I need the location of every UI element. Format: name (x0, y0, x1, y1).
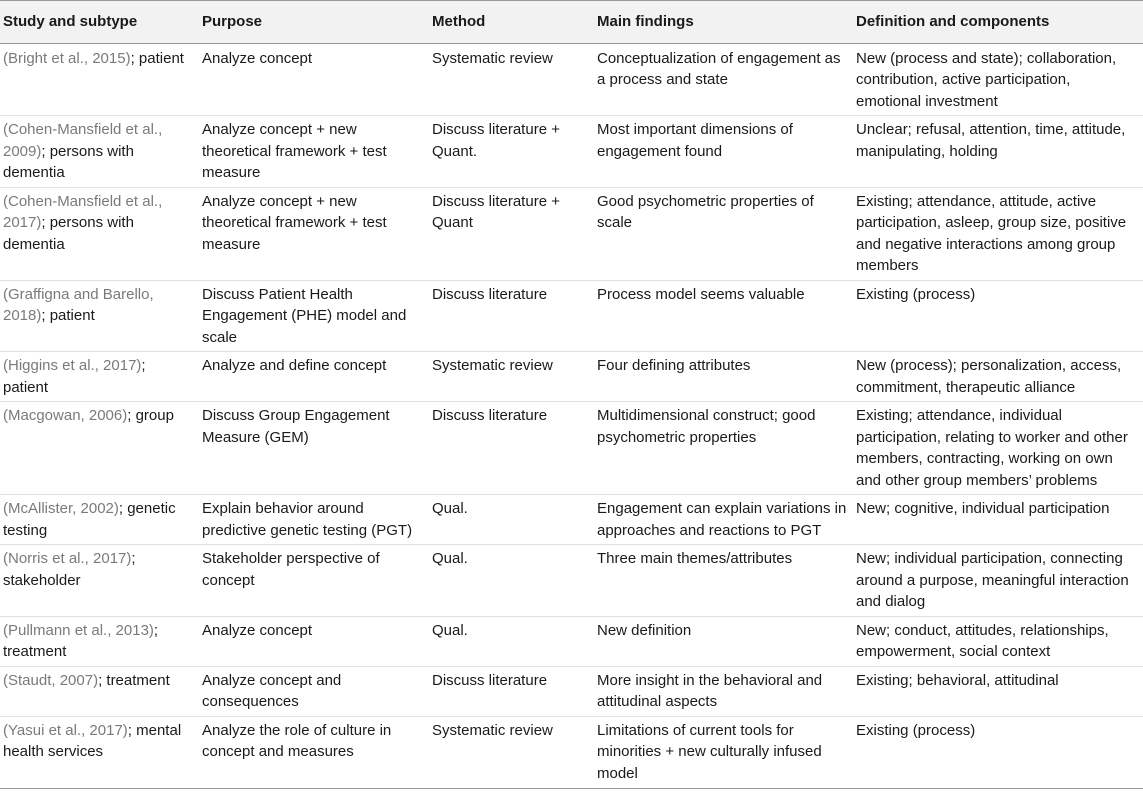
definition-cell: Existing (process) (852, 280, 1143, 352)
definition-cell: Existing; attendance, attitude, active participation, asleep, group size, positive and negative interactions among group members (852, 187, 1143, 280)
study-subtype: ; mental health services (3, 721, 182, 760)
study-subtype: ; persons with dementia (3, 142, 134, 181)
study-subtype: ; patient (41, 307, 95, 324)
table-row (0, 43, 1143, 116)
study-cell (0, 545, 198, 617)
method-cell: Qual. (428, 616, 593, 666)
definition-cell: Existing (process) (852, 716, 1143, 789)
header-main-findings: Main findings (593, 1, 852, 44)
table-row (0, 352, 1143, 402)
definition-cell: New (process and state); collaboration, contribution, active participation, emotional investment (852, 43, 1143, 116)
study-subtype: ; stakeholder (3, 550, 136, 589)
table-row (0, 716, 1143, 789)
table-row (0, 545, 1143, 617)
citation-link[interactable]: (Graffigna and Barello, 2018) (3, 285, 154, 324)
method-cell: Discuss literature + Quant (428, 187, 593, 280)
definition-cell: New; cognitive, individual participation (852, 495, 1143, 545)
table-row (0, 402, 1143, 495)
purpose-cell: Analyze concept + new theoretical framework + test measure (198, 116, 428, 188)
citation-link[interactable]: (Cohen-Mansfield et al., 2009) (3, 121, 163, 160)
table-row (0, 187, 1143, 280)
findings-cell: More insight in the behavioral and attitudinal aspects (593, 666, 852, 716)
study-cell (0, 352, 198, 402)
table-row (0, 280, 1143, 352)
method-cell: Discuss literature (428, 666, 593, 716)
purpose-cell: Analyze concept and consequences (198, 666, 428, 716)
purpose-cell: Analyze concept (198, 616, 428, 666)
table-body (0, 43, 1143, 789)
table-row (0, 666, 1143, 716)
header-method: Method (428, 1, 593, 44)
table-row (0, 616, 1143, 666)
citation-link[interactable]: (Staudt, 2007) (3, 671, 99, 689)
citation-link[interactable]: (Cohen-Mansfield et al., 2017) (3, 192, 163, 231)
citation-link[interactable]: (Bright et al., 2015) (3, 49, 131, 67)
study-cell (0, 616, 198, 666)
method-cell: Systematic review (428, 352, 593, 402)
definition-cell: Unclear; refusal, attention, time, attitude, manipulating, holding (852, 116, 1143, 188)
findings-cell: Most important dimensions of engagement found (593, 116, 852, 188)
findings-cell: Four defining attributes (593, 352, 852, 402)
study-cell (0, 666, 198, 716)
method-cell: Discuss literature (428, 280, 593, 352)
citation-link[interactable]: (Norris et al., 2017) (3, 550, 132, 567)
purpose-cell: Analyze and define concept (198, 352, 428, 402)
findings-cell: Engagement can explain variations in approaches and reactions to PGT (593, 495, 852, 545)
header-definition-components: Definition and components (852, 1, 1143, 44)
findings-cell: Multidimensional construct; good psychometric properties (593, 402, 852, 495)
purpose-cell: Analyze concept + new theoretical framework + test measure (198, 187, 428, 280)
citation-link[interactable]: (Pullmann et al., 2013) (3, 621, 154, 639)
definition-cell: New; individual participation, connecting around a purpose, meaningful interaction and dialog (852, 545, 1143, 617)
citation-link[interactable]: (Yasui et al., 2017) (3, 721, 128, 739)
study-subtype: ; treatment (98, 671, 170, 689)
study-subtype: ; patient (130, 49, 184, 67)
table-row (0, 495, 1143, 545)
study-subtype: ; patient (3, 357, 146, 396)
findings-cell: Three main themes/attributes (593, 545, 852, 617)
findings-cell: Limitations of current tools for minorities + new culturally infused model (593, 716, 852, 789)
method-cell: Systematic review (428, 43, 593, 116)
purpose-cell: Discuss Patient Health Engagement (PHE) model and scale (198, 280, 428, 352)
study-cell (0, 280, 198, 352)
study-cell (0, 116, 198, 188)
study-subtype: ; persons with dementia (3, 214, 134, 253)
study-subtype: ; group (127, 407, 174, 424)
study-cell (0, 43, 198, 116)
definition-cell: New; conduct, attitudes, relationships, empowerment, social context (852, 616, 1143, 666)
findings-cell: Conceptualization of engagement as a process and state (593, 43, 852, 116)
method-cell: Discuss literature + Quant. (428, 116, 593, 188)
method-cell: Systematic review (428, 716, 593, 789)
purpose-cell: Analyze concept (198, 43, 428, 116)
study-cell (0, 187, 198, 280)
purpose-cell: Stakeholder perspective of concept (198, 545, 428, 617)
method-cell: Qual. (428, 545, 593, 617)
findings-cell: Process model seems valuable (593, 280, 852, 352)
table-header (0, 1, 1143, 44)
method-cell: Qual. (428, 495, 593, 545)
definition-cell: Existing; attendance, individual participation, relating to worker and other members, contracting, working on own and other group members’ problems (852, 402, 1143, 495)
study-cell (0, 495, 198, 545)
definition-cell: New (process); personalization, access, commitment, therapeutic alliance (852, 352, 1143, 402)
study-cell (0, 716, 198, 789)
table-row (0, 116, 1143, 188)
header-purpose: Purpose (198, 1, 428, 44)
findings-cell: Good psychometric properties of scale (593, 187, 852, 280)
citation-link[interactable]: (Higgins et al., 2017) (3, 357, 142, 374)
study-cell (0, 402, 198, 495)
definition-cell: Existing; behavioral, attitudinal (852, 666, 1143, 716)
purpose-cell: Discuss Group Engagement Measure (GEM) (198, 402, 428, 495)
study-subtype: ; treatment (3, 621, 159, 660)
citation-link[interactable]: (Macgowan, 2006) (3, 407, 128, 424)
header-row (0, 1, 1143, 44)
method-cell: Discuss literature (428, 402, 593, 495)
purpose-cell: Analyze the role of culture in concept and measures (198, 716, 428, 789)
purpose-cell: Explain behavior around predictive genetic testing (PGT) (198, 495, 428, 545)
citation-link[interactable]: (McAllister, 2002) (3, 500, 119, 517)
header-study-subtype: Study and subtype (0, 1, 198, 44)
findings-cell: New definition (593, 616, 852, 666)
study-subtype: ; genetic testing (3, 500, 176, 539)
